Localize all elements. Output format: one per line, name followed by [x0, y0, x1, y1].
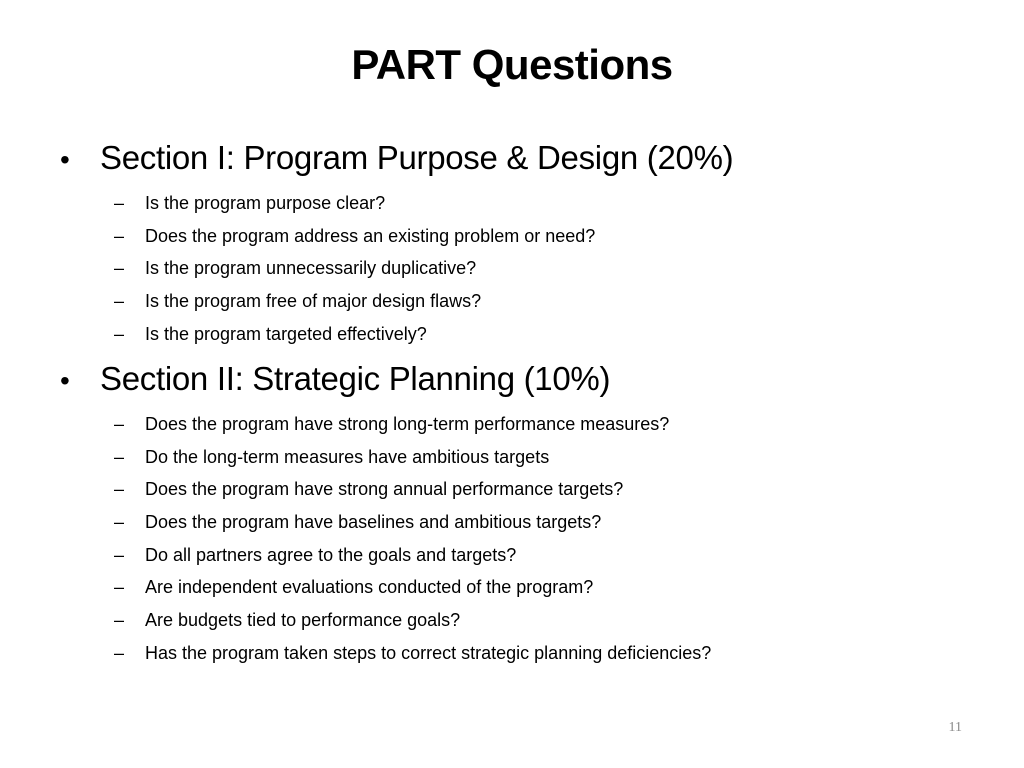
list-item	[60, 187, 980, 220]
list-item	[60, 285, 980, 318]
question-text: Is the program unnecessarily duplicative?	[145, 258, 477, 279]
question-text: Are independent evaluations conducted of the program?	[145, 577, 594, 598]
question-text: Does the program have strong long-term performance measures?	[145, 414, 670, 434]
section-heading: Section I: Program Purpose & Design (20%)	[100, 139, 734, 176]
page-number: 11	[948, 720, 962, 735]
list-item	[60, 637, 980, 670]
question-text: Has the program taken steps to correct strategic planning deficiencies?	[145, 642, 712, 663]
question-text: Does the program address an existing problem or need?	[145, 225, 596, 246]
slide-title: PART Questions	[351, 41, 673, 88]
section-strategic-planning	[60, 357, 980, 670]
bullet-icon: •	[60, 365, 70, 396]
question-text: Is the program free of major design flaws?	[145, 291, 482, 312]
dash-icon: –	[114, 258, 125, 279]
list-item	[60, 220, 980, 253]
dash-icon: –	[114, 225, 125, 246]
dash-icon: –	[114, 544, 125, 565]
dash-icon: –	[114, 642, 125, 663]
list-item	[60, 408, 980, 441]
dash-icon: –	[114, 577, 125, 598]
section-heading-row	[60, 357, 980, 401]
section-program-purpose	[60, 136, 980, 350]
dash-icon: –	[114, 323, 125, 344]
dash-icon: –	[114, 291, 125, 312]
dash-icon: –	[114, 479, 125, 500]
question-list	[60, 408, 980, 670]
section-heading-row	[60, 136, 980, 180]
list-item	[60, 539, 980, 572]
list-item	[60, 252, 980, 285]
question-text: Is the program purpose clear?	[145, 193, 386, 213]
list-item	[60, 506, 980, 539]
dash-icon: –	[114, 414, 125, 434]
question-text: Do all partners agree to the goals and targets?	[145, 544, 517, 565]
question-list	[60, 187, 980, 350]
list-item	[60, 473, 980, 506]
question-text: Does the program have baselines and ambitious targets?	[145, 512, 602, 533]
question-text: Does the program have strong annual performance targets?	[145, 479, 624, 500]
bullet-icon: •	[60, 144, 70, 175]
list-item	[60, 604, 980, 637]
dash-icon: –	[114, 610, 125, 631]
dash-icon: –	[114, 512, 125, 533]
section-heading: Section II: Strategic Planning (10%)	[100, 360, 611, 397]
question-text: Do the long-term measures have ambitious targets	[145, 446, 550, 467]
question-text: Are budgets tied to performance goals?	[145, 610, 461, 631]
dash-icon: –	[114, 193, 125, 213]
dash-icon: –	[114, 446, 125, 467]
list-item	[60, 571, 980, 604]
question-text: Is the program targeted effectively?	[145, 323, 427, 344]
list-item	[60, 441, 980, 474]
list-item	[60, 318, 980, 351]
